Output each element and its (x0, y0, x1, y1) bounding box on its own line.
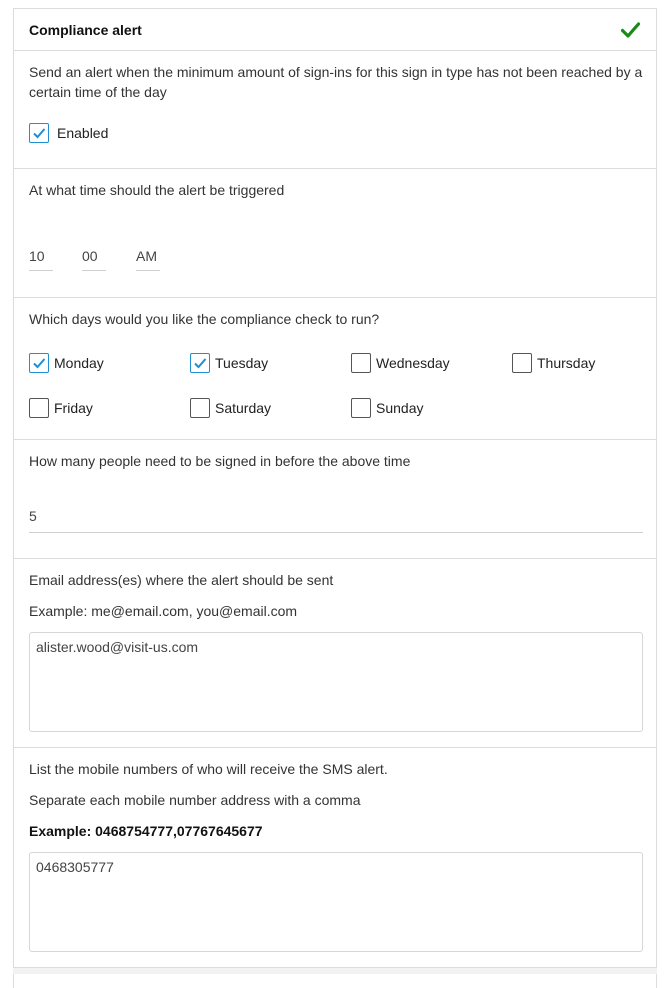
tuesday-checkbox[interactable] (190, 353, 210, 373)
email-textarea[interactable]: alister.wood@visit-us.com (29, 632, 643, 732)
sms-label: List the mobile numbers of who will receive the SMS alert. (29, 761, 388, 777)
wednesday-checkbox[interactable] (351, 353, 371, 373)
time-section (14, 169, 656, 298)
tuesday-label: Tuesday (215, 355, 269, 371)
enabled-label: Enabled (57, 125, 109, 141)
friday-checkbox[interactable] (29, 398, 49, 418)
panel-header (14, 9, 656, 51)
intro-section (14, 51, 656, 169)
saturday-checkbox[interactable] (190, 398, 210, 418)
sms-textarea[interactable]: 0468305777 (29, 852, 643, 952)
alert-description: Send an alert when the minimum amount of sign-ins for this sign in type has not been reached by a certain time of the day (29, 64, 643, 100)
days-label: Which days would you like the compliance check to run? (29, 311, 380, 327)
minute-input[interactable]: 00 (82, 246, 106, 271)
sunday-checkbox[interactable] (351, 398, 371, 418)
checkmark-icon (621, 22, 640, 38)
time-label: At what time should the alert be triggered (29, 182, 285, 198)
panel-title: Compliance alert (29, 22, 142, 38)
hour-input[interactable]: 10 (29, 246, 53, 271)
sunday-label: Sunday (376, 400, 424, 416)
thursday-checkbox[interactable] (512, 353, 532, 373)
wednesday-label: Wednesday (376, 355, 450, 371)
thursday-label: Thursday (537, 355, 596, 371)
sms-section (14, 748, 656, 978)
enabled-checkbox[interactable] (29, 123, 49, 143)
sms-example: Example: 0468754777,07767645677 (29, 823, 263, 839)
check-mark-icon (31, 355, 47, 371)
period-select[interactable]: AM (136, 246, 160, 271)
email-label: Email address(es) where the alert should be sent (29, 572, 334, 588)
check-mark-icon (31, 125, 47, 141)
sms-instruction: Separate each mobile number address with a comma (29, 792, 361, 808)
check-mark-icon (192, 355, 208, 371)
people-label: How many people need to be signed in before the above time (29, 453, 411, 469)
people-count-input[interactable]: 5 (29, 502, 643, 533)
saturday-label: Saturday (215, 400, 272, 416)
email-example: Example: me@email.com, you@email.com (29, 603, 298, 619)
email-section (14, 559, 656, 748)
compliance-alert-panel (13, 8, 657, 988)
days-section (14, 298, 656, 440)
people-section (14, 440, 656, 559)
monday-label: Monday (54, 355, 104, 371)
friday-label: Friday (54, 400, 93, 416)
monday-checkbox[interactable] (29, 353, 49, 373)
next-panel-edge (13, 967, 657, 974)
